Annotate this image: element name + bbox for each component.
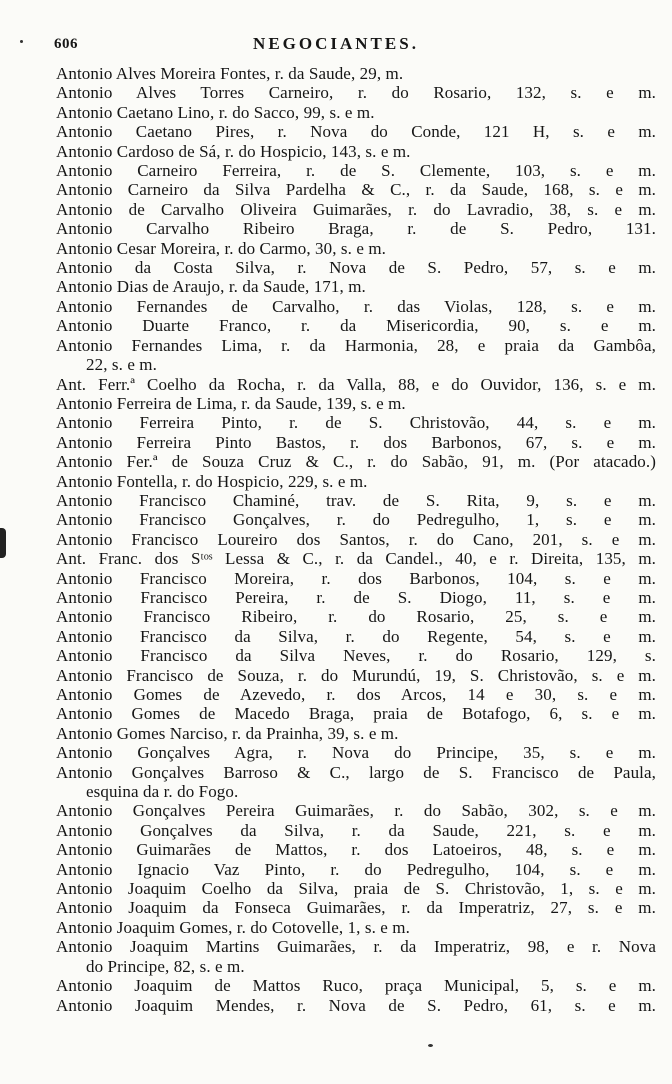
directory-entry	[56, 666, 656, 685]
directory-entry	[56, 743, 656, 762]
directory-entry	[56, 607, 656, 626]
entry-text: Antonio Joaquim Gomes, r. do Cotovelle, 1, s. e m.	[56, 917, 410, 937]
entry-text: Antonio Francisco Pereira, r. de S. Diogo, 11, s. e m.	[56, 587, 656, 607]
directory-entry	[56, 433, 656, 452]
directory-entry	[56, 588, 656, 607]
directory-entry	[56, 297, 656, 316]
directory-entry	[56, 83, 656, 102]
entry-text: Antonio Guimarães de Mattos, r. dos Latoeiros, 48, s. e m.	[56, 840, 656, 860]
entry-text: Antonio Gomes de Macedo Braga, praia de Botafogo, 6, s. e m.	[56, 704, 656, 724]
entry-text: Ant. Ferr.ª Coelho da Rocha, r. da Valla, 88, e do Ouvidor, 136, s. e m.	[56, 374, 656, 394]
entry-text: Antonio Fernandes de Carvalho, r. das Violas, 128, s. e m.	[56, 296, 656, 316]
directory-entry	[56, 879, 656, 898]
directory-entry	[56, 918, 656, 937]
directory-entry	[56, 258, 656, 277]
entry-text: Antonio Francisco Moreira, r. dos Barbonos, 104, s. e m.	[56, 568, 656, 588]
entry-text: Antonio Ferreira de Lima, r. da Saude, 139, s. e m.	[56, 393, 406, 413]
entry-text: Antonio Carvalho Ribeiro Braga, r. de S. Pedro, 131.	[56, 219, 656, 239]
page-header	[0, 34, 672, 58]
directory-entry	[56, 375, 656, 394]
section-title: NEGOCIANTES.	[253, 34, 419, 53]
directory-entry	[56, 724, 656, 743]
merchant-list	[56, 64, 656, 1015]
entry-text: Ant. Franc. dos Sᵗᵒˢ Lessa & C., r. da Candel., 40, e r. Direita, 135, m.	[56, 549, 656, 569]
entry-text: Antonio Dias de Araujo, r. da Saude, 171, m.	[56, 277, 366, 297]
entry-text: Antonio Caetano Lino, r. do Sacco, 99, s. e m.	[56, 102, 375, 122]
directory-entry	[56, 103, 656, 122]
directory-entry	[56, 549, 656, 568]
entry-text: Antonio Duarte Franco, r. da Misericordia, 90, s. e m.	[56, 316, 656, 336]
entry-text: Antonio Gonçalves Barroso & C., largo de S. Francisco de Paula,	[56, 762, 656, 782]
ink-speck	[20, 40, 23, 43]
entry-text: Antonio Gonçalves Agra, r. Nova do Principe, 35, s. e m.	[56, 743, 656, 763]
directory-entry	[56, 821, 656, 840]
entry-text: Antonio Francisco Loureiro dos Santos, r. do Cano, 201, s. e m.	[56, 529, 656, 549]
entry-text: Antonio Fer.ª de Souza Cruz & C., r. do Sabão, 91, m. (Por atacado.)	[56, 452, 656, 472]
entry-text: Antonio Ferreira Pinto, r. de S. Christovão, 44, s. e m.	[56, 413, 656, 433]
entry-text: Antonio Joaquim Mendes, r. Nova de S. Pedro, 61, s. e m.	[56, 995, 656, 1015]
directory-entry	[56, 316, 656, 335]
directory-entry	[56, 161, 656, 180]
directory-entry	[56, 413, 656, 432]
entry-continuation: do Principe, 82, s. e m.	[86, 956, 245, 976]
directory-entry	[56, 763, 656, 802]
directory-entry	[56, 180, 656, 199]
directory-entry	[56, 646, 656, 665]
entry-text: Antonio Ferreira Pinto Bastos, r. dos Barbonos, 67, s. e m.	[56, 432, 656, 452]
directory-entry	[56, 219, 656, 238]
entry-text: Antonio Carneiro Ferreira, r. de S. Clemente, 103, s. e m.	[56, 161, 656, 181]
directory-entry	[56, 142, 656, 161]
entry-text: Antonio Ignacio Vaz Pinto, r. do Pedregulho, 104, s. e m.	[56, 859, 656, 879]
entry-text: Antonio Gomes Narciso, r. da Prainha, 39, s. e m.	[56, 723, 399, 743]
directory-entry	[56, 277, 656, 296]
directory-entry	[56, 627, 656, 646]
directory-entry	[56, 394, 656, 413]
directory-entry	[56, 840, 656, 859]
entry-text: Antonio Joaquim Coelho da Silva, praia de S. Christovão, 1, s. e m.	[56, 879, 656, 899]
directory-entry	[56, 704, 656, 723]
entry-text: Antonio Francisco Chaminé, trav. de S. Rita, 9, s. e m.	[56, 490, 656, 510]
entry-text: Antonio Caetano Pires, r. Nova do Conde, 121 H, s. e m.	[56, 122, 656, 142]
entry-text: Antonio Fernandes Lima, r. da Harmonia, 28, e praia da Gambôa,	[56, 335, 656, 355]
entry-text: Antonio Fontella, r. do Hospicio, 229, s. e m.	[56, 471, 368, 491]
directory-entry	[56, 898, 656, 917]
directory-entry	[56, 239, 656, 258]
entry-text: Antonio Gonçalves da Silva, r. da Saude, 221, s. e m.	[56, 820, 656, 840]
entry-text: Antonio Francisco da Silva, r. do Regente, 54, s. e m.	[56, 626, 656, 646]
directory-entry	[56, 472, 656, 491]
directory-entry	[56, 200, 656, 219]
entry-text: Antonio Francisco Gonçalves, r. do Pedregulho, 1, s. e m.	[56, 510, 656, 530]
directory-entry	[56, 452, 656, 471]
directory-entry	[56, 122, 656, 141]
directory-entry	[56, 336, 656, 375]
entry-text: Antonio da Costa Silva, r. Nova de S. Pedro, 57, s. e m.	[56, 258, 656, 278]
entry-text: Antonio Cesar Moreira, r. do Carmo, 30, s. e m.	[56, 238, 387, 258]
entry-text: Antonio Gomes de Azevedo, r. dos Arcos, 14 e 30, s. e m.	[56, 685, 656, 704]
entry-text: Antonio Alves Moreira Fontes, r. da Saude, 29, m.	[56, 64, 404, 83]
directory-entry	[56, 801, 656, 820]
entry-continuation: esquina da r. do Fogo.	[86, 782, 239, 802]
directory-entry	[56, 685, 656, 704]
directory-entry	[56, 860, 656, 879]
entry-continuation: 22, s. e m.	[86, 355, 157, 375]
directory-entry	[56, 569, 656, 588]
page-number: 606	[54, 36, 78, 52]
entry-text: Antonio Francisco Ribeiro, r. do Rosario, 25, s. e m.	[56, 607, 656, 627]
entry-text: Antonio Alves Torres Carneiro, r. do Rosario, 132, s. e m.	[56, 83, 656, 103]
entry-text: Antonio Joaquim da Fonseca Guimarães, r. da Imperatriz, 27, s. e m.	[56, 898, 656, 918]
directory-entry	[56, 491, 656, 510]
entry-text: Antonio Joaquim Martins Guimarães, r. da Imperatriz, 98, e r. Nova	[56, 937, 656, 957]
directory-entry	[56, 510, 656, 529]
entry-text: Antonio Cardoso de Sá, r. do Hospicio, 143, s. e m.	[56, 141, 411, 161]
entry-text: Antonio Francisco da Silva Neves, r. do Rosario, 129, s.	[56, 646, 656, 666]
directory-entry	[56, 530, 656, 549]
entry-text: Antonio Joaquim de Mattos Ruco, praça Municipal, 5, s. e m.	[56, 976, 656, 996]
binding-mark	[0, 528, 6, 558]
directory-entry	[56, 64, 656, 83]
entry-text: Antonio de Carvalho Oliveira Guimarães, r. do Lavradio, 38, s. e m.	[56, 199, 656, 219]
entry-text: Antonio Carneiro da Silva Pardelha & C., r. da Saude, 168, s. e m.	[56, 180, 656, 200]
entry-text: Antonio Gonçalves Pereira Guimarães, r. do Sabão, 302, s. e m.	[56, 801, 656, 821]
directory-entry	[56, 976, 656, 995]
directory-entry	[56, 996, 656, 1015]
entry-text: Antonio Francisco de Souza, r. do Murundú, 19, S. Christovão, s. e m.	[56, 665, 656, 685]
directory-entry	[56, 937, 656, 976]
ink-speck	[428, 1044, 433, 1047]
